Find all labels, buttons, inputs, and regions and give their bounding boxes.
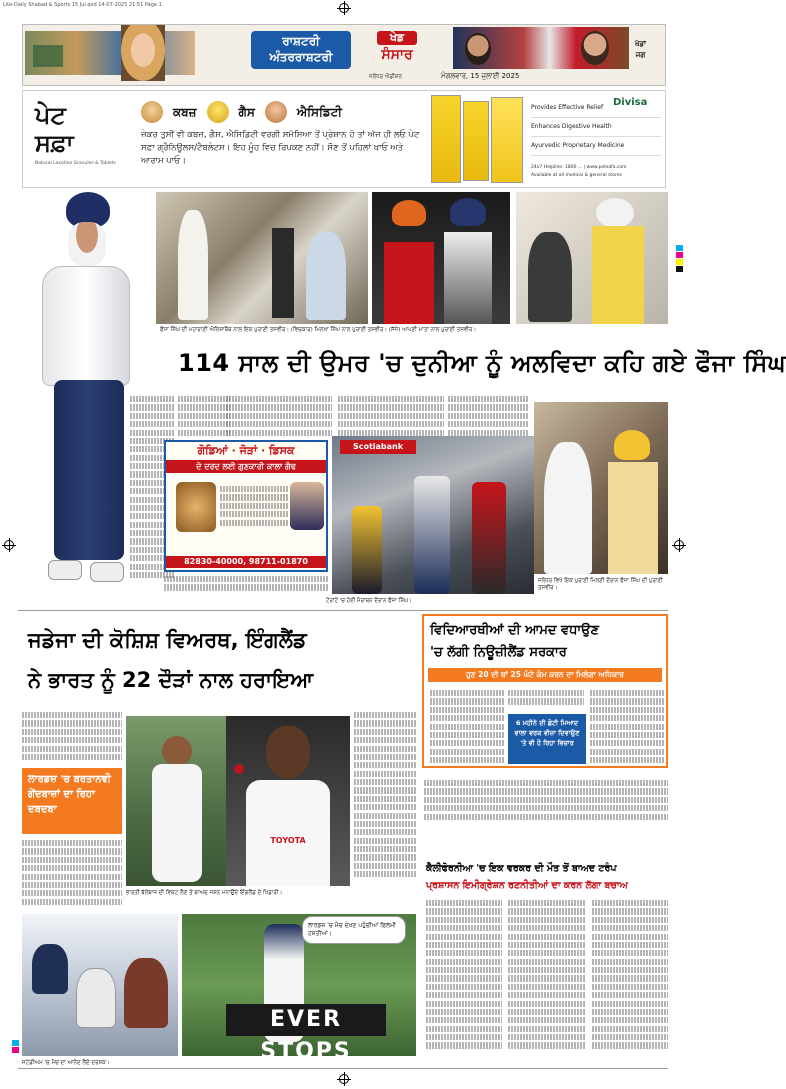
nz-body-col2 — [508, 690, 584, 710]
lead-body-right — [448, 396, 528, 436]
nz-story — [422, 614, 668, 768]
cricket-body-col1 — [22, 712, 122, 764]
ad-product-pack — [431, 95, 461, 183]
stands-caption: ਸਟੇਡੀਅਮ 'ਚ ਮੈਚ ਦਾ ਆਨੰਦ ਲੈਂਦੇ ਦਰਸ਼ਕ। — [22, 1060, 110, 1066]
photo-toronto-marathon: Scotiabank — [332, 436, 534, 594]
cricket-body-col1b — [22, 840, 122, 912]
color-swatch-icon — [12, 1047, 19, 1053]
color-swatch-icon — [676, 245, 683, 251]
lead-headline: 114 ਸਾਲ ਦੀ ਉਮਰ 'ਚ ਦੁਨੀਆ ਨੂੰ ਅਲਵਿਦਾ ਕਹਿ ਗਏ ਫੌਜਾ ਸਿੰਘ — [178, 349, 786, 377]
cricket-callout: ਲਾਰਡਜ਼ 'ਚ ਬਰਤਾਨਵੀ ਗੇਂਦਬਾਜ਼ਾਂ ਦਾ ਰਿਹਾ ਦਬਦਬਾ — [22, 768, 122, 834]
color-swatch-icon — [12, 1040, 19, 1046]
pet-safa-ad — [22, 90, 666, 188]
masthead-photo-strip-right — [453, 27, 629, 69]
photo-jofra-archer: TOYOTA — [226, 716, 350, 886]
masthead — [22, 24, 666, 86]
cricket-photo-caption: ਭਾਰਤੀ ਬੱਲੇਬਾਜ਼ ਦੀ ਵਿਕਟ ਲੈਣ ਤੋਂ ਬਾਅਦ ਜਸ਼ਨ ਮਨਾਉਂਦੇ ਇੰਗਲੈਂਡ ਦੇ ਖਿਡਾਰੀ। — [126, 890, 283, 896]
nz-callout: 6 ਮਹੀਨੇ ਦੀ ਛੋਟੀ ਮਿਆਦ ਵਾਲਾ ਵਰਕ ਵੀਜ਼ਾ ਦਿਵਾਉਣ 'ਤੇ ਵੀ ਹੋ ਰਿਹਾ ਵਿਚਾਰ — [508, 714, 586, 764]
us-body-col3 — [592, 900, 668, 1060]
knee-ad-phone: 82830-40000, 98711-01870 — [166, 556, 326, 568]
nz-strap: ਹੁਣ 20 ਦੀ ਥਾਂ 25 ਘੰਟੇ ਕੰਮ ਕਰਨ ਦਾ ਮਿਲੇਗਾ ਅਧਿਕਾਰ — [428, 668, 662, 682]
us-body-col2 — [508, 900, 586, 1060]
section-divider — [18, 610, 668, 611]
lead-photo-caption: ਫੌਜਾ ਸਿੰਘ ਦੀ ਮਹਾਰਾਣੀ ਐਲਿਜ਼ਾਬੈਥ ਨਾਲ ਇਕ ਪੁਰਾਣੀ ਤਸਵੀਰ। (ਵਿਚਕਾਰ) ਮਿਲਖਾ ਸਿੰਘ ਨਾਲ ਪੁਰਾਣੀ ਤਸਵੀਰ। (ਸੱਜੇ) ਆਪਣੀ ਮਾਤਾ ਨਾਲ ਪੁਰਾਣੀ ਤਸਵੀਰ। — [160, 327, 477, 333]
cricket-quote-box: ਲਾਰਡਜ਼ 'ਚ ਮੈਚ ਦੇਖਣ ਪਹੁੰਚੀਆਂ ਫਿਲਮੀ ਹਸਤੀਆਂ। — [302, 916, 406, 944]
registration-mark-icon — [4, 540, 14, 550]
photo-celebrities-stands — [22, 914, 178, 1056]
masthead-sports-badge: ਖੇਡ ਸੰਸਾਰ — [355, 31, 439, 69]
cricket-headline: ਜਡੇਜਾ ਦੀ ਕੋਸ਼ਿਸ਼ ਵਿਅਰਥ, ਇੰਗਲੈਂਡ ਨੇ ਭਾਰਤ ਨੂੰ 22 ਦੌੜਾਂ ਨਾਲ ਹਰਾਇਆ — [28, 628, 314, 692]
ad-body: ਜੇਕਰ ਤੁਸੀਂ ਵੀ ਕਬਜ਼, ਗੈਸ, ਐਸਿਡਿਟੀ ਵਰਗੀ ਸਮੱਸਿਆ ਤੋਂ ਪ੍ਰੇਸ਼ਾਨ ਹੋ ਤਾਂ ਅੱਜ ਹੀ ਲਓ ਪੇਟ ਸਫ਼ਾ ਗ੍ਰੈਨਿਊਲਸ/ਟੈਬਲੇਟਸ। ਇਹ ਮੂੰਹ ਵਿਚ ਰਿਪਕਣ ਨਹੀਂ। ਸੌਣ ਤੋਂ ਪਹਿਲਾਂ ਖਾਓ ਅਤੇ ਆਰਾਮ ਪਾਓ। — [141, 130, 420, 166]
lead-body-col2b — [164, 576, 328, 598]
nz-body-below — [424, 780, 668, 820]
cricket-body-col3 — [354, 712, 416, 888]
ad-symptom-row: ਕਬਜ਼ ਗੈਸ ਐਸਿਡਿਟੀ — [141, 97, 411, 127]
ad-features: Provides Effective Relief Enhances Digestive Health Ayurvedic Proprietary Medicine — [531, 99, 661, 156]
photo-with-mother — [516, 192, 668, 324]
ad-contact: 24x7 Helpline: 1800 ... | www.petsafa.com — [531, 165, 627, 170]
photo-ben-stokes — [126, 716, 226, 886]
us-body-col1 — [426, 900, 502, 1060]
right-photo-caption: ਜਲੰਧਰ ਵਿਖੇ ਇਕ ਪੁਰਾਣੀ ਮਿਲਣੀ ਦੌਰਾਨ ਫੌਜਾ ਸਿੰਘ ਦੀ ਪੁਰਾਣੀ ਤਸਵੀਰ। — [538, 578, 663, 591]
ad-product-pack — [463, 101, 489, 181]
masthead-side-label: ਖੇਡਾਂ ਜਗ — [635, 40, 646, 59]
registration-mark-icon — [674, 540, 684, 550]
marathon-caption: ਟੋਰਾਂਟੋ 'ਚ ਹੋਈ ਮੈਰਾਥਨ ਦੌਰਾਨ ਫੌਜਾ ਸਿੰਘ। — [326, 598, 412, 604]
us-headline: ਕੈਲੀਫੋਰਨੀਆ 'ਚ ਇਕ ਵਰਕਰ ਦੀ ਮੌਤ ਤੋਂ ਬਾਅਦ ਟਰੰਪ ਪ੍ਰਸ਼ਾਸਨ ਇਮੀਗ੍ਰੇਸ਼ਨ ਰਣਨੀਤੀਆਂ ਦਾ ਕਰਨ ਲੱਗਾ ਬਚਾਅ — [426, 863, 628, 891]
photo-jalandhar-meeting — [534, 402, 668, 574]
nz-headline: ਵਿਦਿਆਰਥੀਆਂ ਦੀ ਆਮਦ ਵਧਾਉਣ 'ਚ ਲੱਗੀ ਨਿਊਜ਼ੀਲੈਂਡ ਸਰਕਾਰ — [430, 623, 599, 660]
masthead-national-badge: ਰਾਸ਼ਟਰੀ ਅੰਤਰਰਾਸ਼ਟਰੀ — [251, 31, 351, 69]
fauja-singh-runner-photo — [18, 190, 144, 600]
registration-mark-icon — [339, 3, 349, 13]
color-swatch-icon — [676, 259, 683, 265]
knee-pain-ad: ਗੋਡਿਆਂ · ਜੋੜਾਂ · ਡਿਸਕ ਦੇ ਦਰਦ ਲਈ ਗੁਣਕਾਰੀ ਕਾਲਾ ਗੰਢ 82830-40000, 98711-01870 — [164, 440, 328, 572]
page-bottom-rule — [18, 1068, 668, 1069]
ad-brand2-logo: Divisa — [613, 97, 648, 108]
registration-mark-icon — [339, 1074, 349, 1084]
ad-product-pack — [491, 97, 523, 183]
ad-availability: Available at all medical & general stores — [531, 173, 622, 178]
nz-body-col3 — [590, 690, 664, 766]
lead-body-col2 — [178, 396, 230, 436]
color-swatch-icon — [676, 252, 683, 258]
photo-milkha-singh — [372, 192, 510, 324]
ad-brand-logo: ਪੇਟ ਸਫ਼ਾ Natural Laxative Granules & Tablets — [35, 101, 116, 166]
masthead-photo-strip — [25, 31, 195, 75]
photo-jadeja-batting: EVER STOPS — [182, 914, 416, 1056]
nz-body-col1 — [430, 690, 504, 766]
color-swatch-icon — [676, 266, 683, 272]
slug-line: Lite-Daily Shabad & Sports 15 Jul.qxd 14-07-2025 21:51 Page 1 — [3, 2, 162, 8]
masthead-edition: ਜਲੰਧਰ ਐਡੀਸ਼ਨ — [369, 74, 402, 80]
lead-body-col4 — [338, 396, 444, 436]
masthead-date: ਮੰਗਲਵਾਰ, 15 ਜੁਲਾਈ 2025 — [441, 72, 520, 80]
cricket-body-col2 — [300, 640, 416, 710]
lead-body-col3 — [226, 396, 332, 436]
photo-queen-meeting — [156, 192, 368, 324]
